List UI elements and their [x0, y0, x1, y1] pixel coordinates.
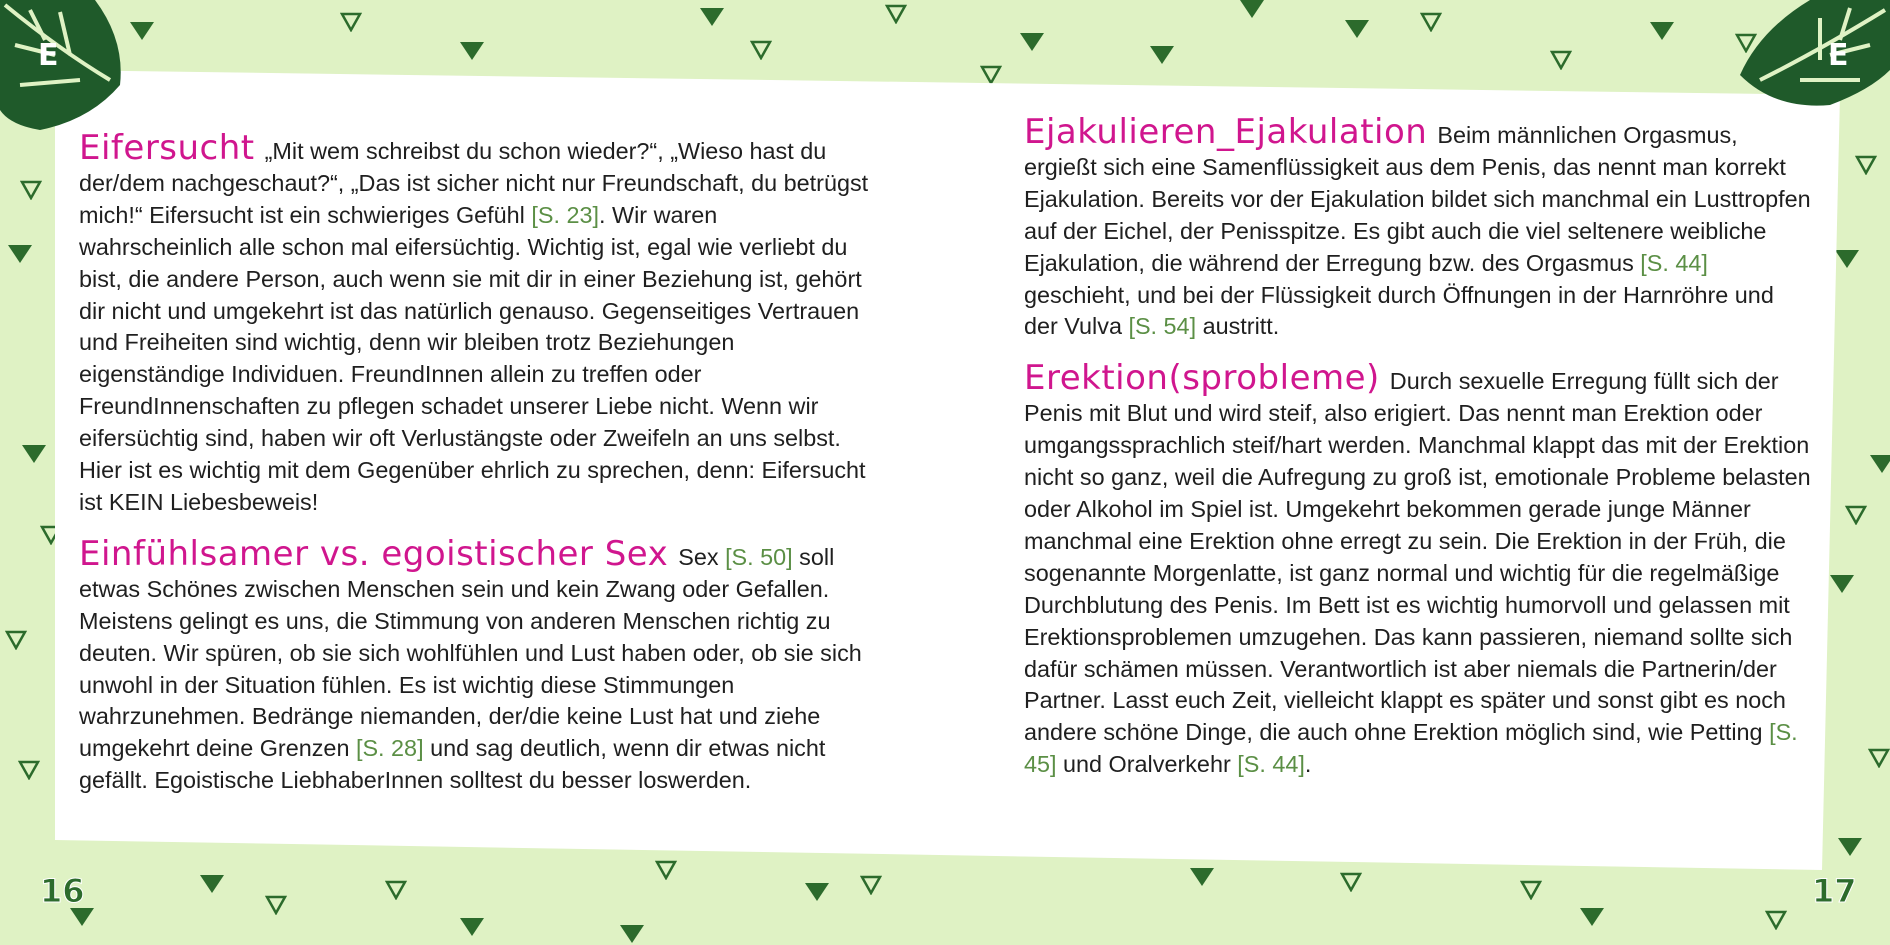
page-reference-link[interactable]: [S. 23] — [531, 201, 600, 228]
entry-text: austritt. — [1196, 313, 1280, 340]
section-letter-right: E — [1828, 38, 1849, 73]
page-number-right: 17 — [1812, 872, 1857, 910]
entry-headword: Eifersucht — [79, 128, 255, 168]
page-reference-link[interactable]: [S. 28] — [355, 735, 424, 762]
section-letter-left: E — [38, 38, 59, 73]
entry-headword: Einfühlsamer vs. egoistischer Sex — [79, 533, 669, 574]
entry-headword: Ejakulieren_Ejakulation — [1024, 112, 1428, 152]
page-reference-link[interactable]: [S. 44] — [1237, 751, 1305, 778]
entry-text: Beim männlichen Orgasmus, ergießt sich eine Samenflüssigkeit aus dem Penis, das nennt man korrekt Ejakulation. Bereits vor der Ejakulation bildet sich manchmal ein Lusttropfen auf der Eichel, der Penisspitze. Es gibt auch die viel seltenere weibliche Ejakulation, die während der Erregung bzw. des Orgasmus — [1024, 122, 1811, 276]
entry-text: und Oralverkehr — [1056, 751, 1238, 778]
page-reference-link[interactable]: [S. 50] — [725, 543, 793, 570]
page-reference-link[interactable]: [S. 44] — [1640, 249, 1708, 276]
entry-text: „Mit wem schreibst du schon wieder?“, „Wieso hast du der/dem nachgeschaut?“, „Das ist sicher nicht nur Freundschaft, du betrügst mich!“ Eifersucht ist ein schwieriges Gefühl — [79, 138, 869, 228]
leaf-decoration-left — [0, 0, 140, 140]
page-reference-link[interactable]: [S. 45] — [1024, 719, 1798, 778]
entry-text: . — [1304, 751, 1312, 778]
page-number-left: 16 — [40, 872, 85, 910]
glossary-entry — [1024, 358, 1814, 781]
glossary-entry — [79, 128, 874, 519]
entry-text: geschieht, und bei der Flüssigkeit durch Öffnungen in der Harnröhre und der Vulva — [1024, 281, 1774, 340]
left-column — [79, 128, 874, 817]
leaf-decoration-right — [1720, 0, 1890, 120]
entry-headword: Erektion(sprobleme) — [1024, 358, 1380, 399]
entry-text: und sag deutlich, wenn dir etwas nicht gefällt. Egoistische LiebhaberInnen solltest du besser loswerden. — [79, 735, 826, 794]
entry-text: soll etwas Schönes zwischen Menschen sein und kein Zwang oder Gefallen. Meistens gelingt es uns, die Stimmung von anderen Menschen richtig zu deuten. Wir spüren, ob sie sich wohlfühlen und Lust haben oder, ob sie sich unwohl in der Situation fühlen. Es ist wichtig diese Stimmungen wahrzunehmen. Bedränge niemanden, der/die keine Lust hat und ziehe umgekehrt deine Grenzen — [79, 543, 862, 762]
page-reference-link[interactable]: [S. 54] — [1128, 313, 1197, 340]
entry-text: . Wir waren wahrscheinlich alle schon mal eifersüchtig. Wichtig ist, egal wie verliebt du bist, die andere Person, auch wenn sie mit dir in einer Beziehung ist, gehört dir nicht und umgekehrt ist das natürlich genauso. Gegenseitiges Vertrauen und Freiheiten sind wichtig, denn wir bleiben trotz Beziehungen eigenständige Individuen. FreundInnen allein zu treffen oder FreundInnenschaften zu pflegen schadet unserer Liebe nicht. Wenn wir eifersüchtig sind, haben wir oft Verlustängste oder Zweifeln an uns selbst. Hier ist es wichtig mit dem Gegenüber ehrlich zu sprechen, denn: Eifersucht ist KEIN Liebesbeweis! — [79, 201, 866, 515]
glossary-entry — [79, 533, 874, 797]
right-column — [1024, 112, 1814, 801]
entry-text: Durch sexuelle Erregung füllt sich der Penis mit Blut und wird steif, also erigiert. Das nennt man Erektion oder umgangssprachlich steif/hart werden. Manchmal klappt das mit der Erektion nicht so ganz, weil die Aufregung zu groß ist, emotionale Probleme belasten oder Alkohol im Spiel ist. Umgekehrt bekommen gerade junge Männer manchmal eine Erektion ohne erregt zu sein. Die Erektion in der Früh, die sogenannte Morgenlatte, ist ganz normal und wichtig für die regelmäßige Durchblutung des Penis. Im Bett ist es wichtig humorvoll und gelassen mit Erektionsproblemen umzugehen. Das kann passieren, niemand sollte sich dafür schämen müssen. Verantwortlich ist aber niemals die Partnerin/der Partner. Lasst euch Zeit, vielleicht klappt es später und sonst gibt es noch andere schöne Dinge, die auch ohne Erektion möglich sind, wie Petting — [1024, 368, 1811, 746]
glossary-entry — [1024, 112, 1814, 343]
entry-text: Sex — [678, 543, 726, 570]
